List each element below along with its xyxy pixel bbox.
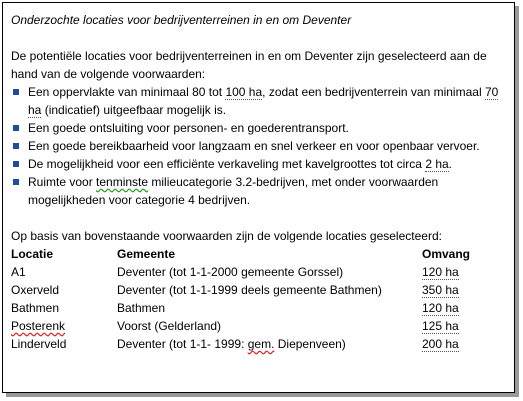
- area-value: 70 ha: [28, 85, 499, 117]
- square-bullet-icon: [13, 143, 19, 149]
- condition-text: Een goede bereikbaarheid voor langzaam en snel verkeer en voor openbaar vervoer.: [28, 139, 480, 153]
- municipality-text: Diepenveen): [274, 337, 346, 351]
- square-bullet-icon: [13, 125, 19, 131]
- document-title: Onderzochte locaties voor bedrijventerreinen in en om Deventer: [11, 13, 352, 27]
- cell-size: [422, 263, 508, 281]
- list-item: [11, 155, 508, 173]
- square-bullet-icon: [13, 179, 19, 185]
- table-row: [11, 335, 508, 353]
- cell-size: [422, 317, 508, 335]
- table-row: [11, 263, 508, 281]
- document-content: [11, 11, 508, 353]
- list-item: [11, 119, 508, 137]
- condition-text: Een oppervlakte van minimaal 80 tot: [28, 85, 226, 99]
- area-value: 100 ha: [225, 85, 263, 99]
- area-value: 2 ha: [425, 157, 449, 171]
- size-value: 120 ha: [422, 301, 459, 315]
- table-header-row: [11, 245, 508, 263]
- table-row: [11, 281, 508, 299]
- grammar-flagged-word: tenminste: [96, 175, 149, 189]
- size-value: 120 ha: [422, 265, 459, 279]
- header-location: Locatie: [11, 247, 54, 261]
- intro-paragraph: De potentiële locaties voor bedrijventerreinen in en om Deventer zijn geselecteerd aan de hand van de volgende voorwaarden:: [11, 49, 487, 81]
- size-value: 125 ha: [422, 319, 459, 333]
- condition-text: (indicatief) uitgeefbaar mogelijk is.: [41, 103, 227, 117]
- condition-text: , zodat een bedrijventerrein van minimaal: [262, 85, 485, 99]
- locations-table: [11, 245, 508, 353]
- cell-municipality: Voorst (Gelderland): [117, 319, 222, 333]
- list-item: [11, 83, 508, 119]
- cell-location: A1: [11, 265, 26, 279]
- condition-text: De mogelijkheid voor een efficiënte verkaveling met kavelgroottes tot circa: [28, 157, 426, 171]
- header-municipality: Gemeente: [117, 247, 176, 261]
- spacer: [11, 209, 508, 227]
- cell-municipality: Deventer (tot 1-1-1999 deels gemeente Bathmen): [117, 283, 382, 297]
- table-row: [11, 299, 508, 317]
- conditions-list: [11, 83, 508, 209]
- table-row: [11, 317, 508, 335]
- municipality-text: Deventer (tot 1-1- 1999:: [117, 337, 248, 351]
- cell-size: [422, 281, 508, 299]
- cell-location: Linderveld: [11, 337, 67, 351]
- size-value: 350 ha: [422, 283, 459, 297]
- list-item: [11, 173, 508, 209]
- cell-municipality: Deventer (tot 1-1-2000 gemeente Gorssel): [117, 265, 344, 279]
- cell-municipality: [117, 335, 422, 353]
- condition-text: Een goede ontsluiting voor personen- en goederentransport.: [28, 121, 349, 135]
- square-bullet-icon: [13, 89, 19, 95]
- cell-location: [11, 317, 117, 335]
- cell-size: [422, 335, 508, 353]
- condition-text: .: [448, 157, 453, 171]
- table-intro: Op basis van bovenstaande voorwaarden zijn de volgende locaties geselecteerd:: [11, 229, 442, 243]
- condition-text: milieucategorie 3.2-bedrijven, met onder voorwaarden mogelijkheden voor categorie 4 bedrijven.: [28, 175, 439, 207]
- square-bullet-icon: [13, 161, 19, 167]
- cell-location: Bathmen: [11, 301, 60, 315]
- spacer: [11, 29, 508, 47]
- cell-municipality: Bathmen: [117, 301, 166, 315]
- list-item: [11, 137, 508, 155]
- spelling-flagged-word: gem.: [247, 337, 275, 351]
- spelling-flagged-word: Posterenk: [11, 319, 66, 333]
- header-size: Omvang: [422, 247, 471, 261]
- cell-size: [422, 299, 508, 317]
- size-value: 200 ha: [422, 337, 459, 351]
- document-frame: [2, 2, 515, 393]
- condition-text: Ruimte voor: [28, 175, 97, 189]
- cell-location: Oxerveld: [11, 283, 60, 297]
